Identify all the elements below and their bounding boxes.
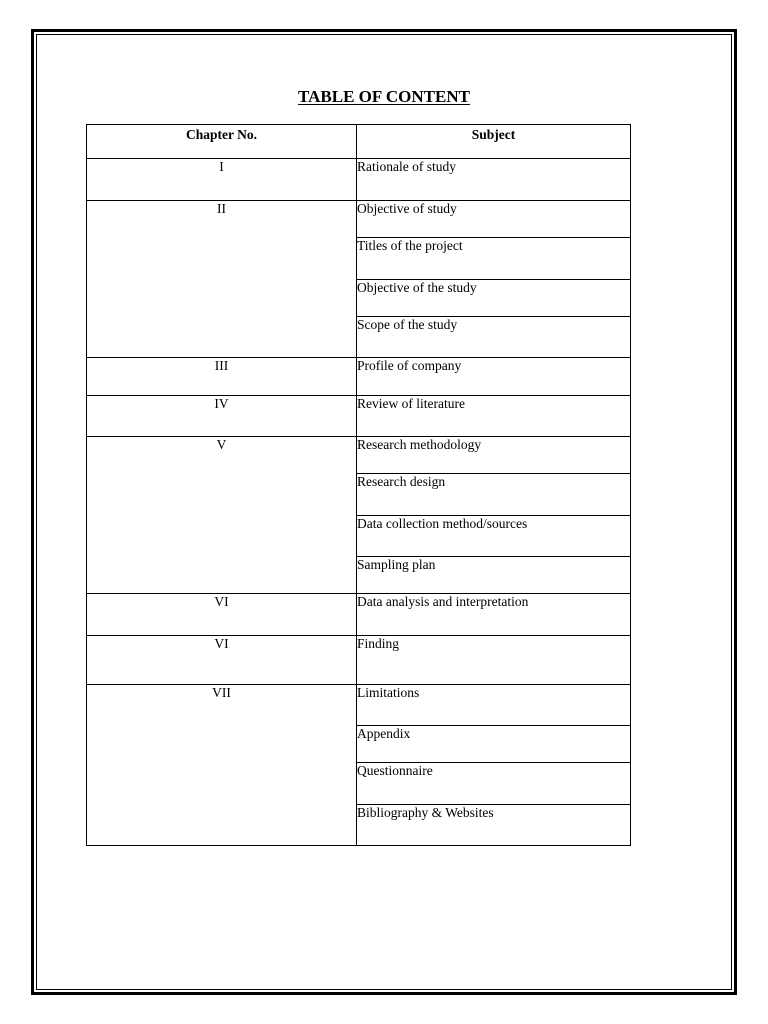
subject-cell: Data analysis and interpretation: [357, 594, 631, 636]
subject-column-header: Subject: [357, 125, 631, 159]
chapter-number: II: [87, 201, 357, 358]
subject-cell: Data collection method/sources: [357, 516, 631, 557]
chapter-number: III: [87, 358, 357, 396]
subject-cell: Sampling plan: [357, 557, 631, 594]
table-of-contents: [86, 124, 631, 846]
table-row: [87, 594, 631, 636]
chapter-column-header: Chapter No.: [87, 125, 357, 159]
table-header-row: [87, 125, 631, 159]
table-row: [87, 437, 631, 474]
subject-cell: Scope of the study: [357, 317, 631, 358]
subject-cell: Bibliography & Websites: [357, 805, 631, 846]
subject-cell: Objective of the study: [357, 280, 631, 317]
subject-cell: Questionnaire: [357, 763, 631, 805]
table-body: [87, 159, 631, 846]
chapter-number: V: [87, 437, 357, 594]
subject-cell: Limitations: [357, 685, 631, 726]
subject-cell: Appendix: [357, 726, 631, 763]
table-row: [87, 201, 631, 238]
chapter-number: VI: [87, 636, 357, 685]
table-row: [87, 159, 631, 201]
table-row: [87, 358, 631, 396]
subject-cell: Finding: [357, 636, 631, 685]
chapter-number: VI: [87, 594, 357, 636]
subject-cell: Profile of company: [357, 358, 631, 396]
document-title: TABLE OF CONTENT: [298, 87, 470, 106]
chapter-number: VII: [87, 685, 357, 846]
subject-cell: Research methodology: [357, 437, 631, 474]
table-row: [87, 396, 631, 437]
table-row: [87, 685, 631, 726]
subject-cell: Review of literature: [357, 396, 631, 437]
chapter-number: I: [87, 159, 357, 201]
subject-cell: Objective of study: [357, 201, 631, 238]
subject-cell: Titles of the project: [357, 238, 631, 280]
chapter-number: IV: [87, 396, 357, 437]
subject-cell: Research design: [357, 474, 631, 516]
table-row: [87, 636, 631, 685]
subject-cell: Rationale of study: [357, 159, 631, 201]
